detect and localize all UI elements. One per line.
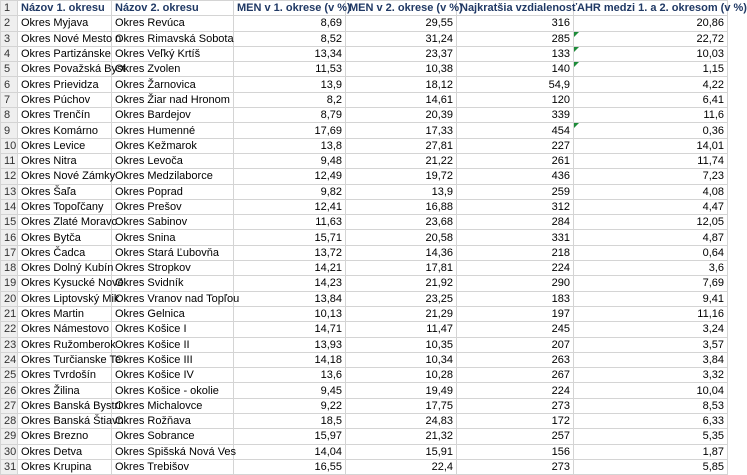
cell-district-1[interactable]: Okres Levice: [18, 138, 112, 153]
cell-men-1[interactable]: 15,71: [234, 230, 346, 245]
cell-men-1[interactable]: 14,23: [234, 276, 346, 291]
table-row: [1, 444, 728, 459]
row-header[interactable]: 2: [1, 16, 18, 31]
table-row: [1, 77, 728, 92]
cell-district-1[interactable]: Okres Krupina: [18, 459, 112, 474]
cell-distance[interactable]: 156: [457, 444, 574, 459]
cell-district-1[interactable]: Okres Námestovo: [18, 322, 112, 337]
table-row: [1, 337, 728, 352]
row-header[interactable]: 22: [1, 322, 18, 337]
table-row: [1, 306, 728, 321]
cell-district-1[interactable]: Okres Prievidza: [18, 77, 112, 92]
cell-distance[interactable]: 207: [457, 337, 574, 352]
cell-district-1[interactable]: Okres Brezno: [18, 429, 112, 444]
row-header[interactable]: 4: [1, 46, 18, 61]
cell-men-1[interactable]: 13,93: [234, 337, 346, 352]
cell-men-2[interactable]: 10,34: [346, 352, 457, 367]
cell-district-1[interactable]: Okres Šaľa: [18, 184, 112, 199]
cell-district-1[interactable]: Okres Dolný Kubín: [18, 261, 112, 276]
cell-distance[interactable]: 436: [457, 169, 574, 184]
cell-men-2[interactable]: 21,32: [346, 429, 457, 444]
column-header-men-1[interactable]: MEN v 1. okrese (v %): [234, 1, 346, 16]
cell-men-2[interactable]: 17,81: [346, 261, 457, 276]
cell-men-1[interactable]: 11,63: [234, 215, 346, 230]
cell-district-1[interactable]: Okres Myjava: [18, 16, 112, 31]
cell-district-2[interactable]: Okres Stropkov: [112, 261, 234, 276]
cell-district-1[interactable]: Okres Kysucké Nové: [18, 276, 112, 291]
cell-men-1[interactable]: 12,49: [234, 169, 346, 184]
row-header[interactable]: 21: [1, 306, 18, 321]
cell-men-2[interactable]: 10,38: [346, 62, 457, 77]
table-row: [1, 184, 728, 199]
cell-district-1[interactable]: Okres Ružomberok: [18, 337, 112, 352]
cell-men-1[interactable]: 13,9: [234, 77, 346, 92]
column-header-district-2[interactable]: Názov 2. okresu: [112, 1, 234, 16]
column-header-district-1[interactable]: Názov 1. okresu: [18, 1, 112, 16]
cell-distance[interactable]: 257: [457, 429, 574, 444]
cell-district-1[interactable]: Okres Partizánske: [18, 46, 112, 61]
table-row: [1, 215, 728, 230]
table-row: [1, 352, 728, 367]
cell-men-1[interactable]: 11,53: [234, 62, 346, 77]
cell-distance[interactable]: 172: [457, 414, 574, 429]
cell-district-2[interactable]: Okres Košice II: [112, 337, 234, 352]
row-header[interactable]: 8: [1, 108, 18, 123]
row-header[interactable]: 9: [1, 123, 18, 138]
cell-men-2[interactable]: 19,72: [346, 169, 457, 184]
table-row: [1, 123, 728, 138]
table-row: [1, 62, 728, 77]
cell-men-1[interactable]: 9,45: [234, 383, 346, 398]
cell-distance[interactable]: 316: [457, 16, 574, 31]
table-row: [1, 414, 728, 429]
cell-district-1[interactable]: Okres Nové Mesto n: [18, 31, 112, 46]
cell-men-1[interactable]: 14,18: [234, 352, 346, 367]
cell-men-1[interactable]: 14,71: [234, 322, 346, 337]
cell-ahr[interactable]: 3,32: [574, 368, 728, 383]
table-row: [1, 31, 728, 46]
row-header[interactable]: 29: [1, 429, 18, 444]
cell-distance[interactable]: 263: [457, 352, 574, 367]
cell-men-2[interactable]: 23,68: [346, 215, 457, 230]
table-row: [1, 245, 728, 260]
cell-ahr[interactable]: 1,15: [574, 62, 728, 77]
cell-men-2[interactable]: 21,92: [346, 276, 457, 291]
table-row: [1, 368, 728, 383]
table-row: [1, 459, 728, 474]
cell-men-2[interactable]: 21,29: [346, 306, 457, 321]
row-header[interactable]: 13: [1, 184, 18, 199]
row-header[interactable]: 25: [1, 368, 18, 383]
cell-district-2[interactable]: Okres Veľký Krtíš: [112, 46, 234, 61]
row-header[interactable]: 12: [1, 169, 18, 184]
cell-district-1[interactable]: Okres Považská Byst: [18, 62, 112, 77]
table-row: [1, 138, 728, 153]
cell-district-2[interactable]: Okres Humenné: [112, 123, 234, 138]
cell-district-2[interactable]: Okres Stará Ľubovňa: [112, 245, 234, 260]
table-row: [1, 291, 728, 306]
cell-district-1[interactable]: Okres Detva: [18, 444, 112, 459]
cell-distance[interactable]: 285: [457, 31, 574, 46]
table-row: [1, 383, 728, 398]
row-header[interactable]: 7: [1, 92, 18, 107]
cell-men-2[interactable]: 15,91: [346, 444, 457, 459]
row-header[interactable]: 11: [1, 153, 18, 168]
cell-ahr[interactable]: 7,23: [574, 169, 728, 184]
cell-distance[interactable]: 259: [457, 184, 574, 199]
table-row: [1, 261, 728, 276]
cell-ahr[interactable]: 0,36: [574, 123, 728, 138]
row-header[interactable]: 16: [1, 230, 18, 245]
cell-district-1[interactable]: Okres Púchov: [18, 92, 112, 107]
table-row: [1, 16, 728, 31]
cell-ahr[interactable]: 4,08: [574, 184, 728, 199]
cell-district-1[interactable]: Okres Banská Štiavn: [18, 414, 112, 429]
row-header[interactable]: 14: [1, 199, 18, 214]
row-header[interactable]: 28: [1, 414, 18, 429]
cell-distance[interactable]: 454: [457, 123, 574, 138]
row-header[interactable]: 30: [1, 444, 18, 459]
cell-district-2[interactable]: Okres Medzilaborce: [112, 169, 234, 184]
cell-men-1[interactable]: 14,21: [234, 261, 346, 276]
row-header[interactable]: 1: [1, 1, 18, 16]
cell-district-2[interactable]: Okres Poprad: [112, 184, 234, 199]
row-header[interactable]: 31: [1, 459, 18, 474]
cell-ahr[interactable]: 11,16: [574, 306, 728, 321]
cell-men-1[interactable]: 8,79: [234, 108, 346, 123]
cell-district-1[interactable]: Okres Trenčín: [18, 108, 112, 123]
cell-district-2[interactable]: Okres Sabinov: [112, 215, 234, 230]
cell-district-2[interactable]: Okres Košice - okolie: [112, 383, 234, 398]
cell-district-2[interactable]: Okres Kežmarok: [112, 138, 234, 153]
cell-ahr[interactable]: 3,6: [574, 261, 728, 276]
cell-district-1[interactable]: Okres Bytča: [18, 230, 112, 245]
row-header[interactable]: 5: [1, 62, 18, 77]
cell-district-1[interactable]: Okres Zlaté Moravc: [18, 215, 112, 230]
row-header[interactable]: 17: [1, 245, 18, 260]
cell-district-2[interactable]: Okres Gelnica: [112, 306, 234, 321]
cell-district-2[interactable]: Okres Košice III: [112, 352, 234, 367]
header-row: [1, 1, 728, 16]
cell-men-1[interactable]: 12,41: [234, 199, 346, 214]
cell-district-2[interactable]: Okres Michalovce: [112, 398, 234, 413]
cell-district-2[interactable]: Okres Vranov nad Topľou: [112, 291, 234, 306]
cell-district-2[interactable]: Okres Snina: [112, 230, 234, 245]
cell-distance[interactable]: 133: [457, 46, 574, 61]
cell-district-1[interactable]: Okres Turčianske Te: [18, 352, 112, 367]
cell-men-2[interactable]: 17,33: [346, 123, 457, 138]
cell-ahr[interactable]: 4,87: [574, 230, 728, 245]
column-header-distance[interactable]: Najkratšia vzdialenosť: [457, 1, 574, 16]
cell-district-2[interactable]: Okres Košice I: [112, 322, 234, 337]
cell-men-2[interactable]: 14,36: [346, 245, 457, 260]
row-header[interactable]: 23: [1, 337, 18, 352]
cell-men-2[interactable]: 27,81: [346, 138, 457, 153]
cell-district-2[interactable]: Okres Rimavská Sobota: [112, 31, 234, 46]
cell-men-1[interactable]: 13,8: [234, 138, 346, 153]
cell-ahr[interactable]: 6,33: [574, 414, 728, 429]
cell-ahr[interactable]: 11,6: [574, 108, 728, 123]
cell-distance[interactable]: 197: [457, 306, 574, 321]
cell-ahr[interactable]: 9,41: [574, 291, 728, 306]
row-header[interactable]: 10: [1, 138, 18, 153]
row-header[interactable]: 18: [1, 261, 18, 276]
cell-men-1[interactable]: 9,82: [234, 184, 346, 199]
cell-men-2[interactable]: 22,4: [346, 459, 457, 474]
cell-distance[interactable]: 273: [457, 459, 574, 474]
cell-distance[interactable]: 120: [457, 92, 574, 107]
cell-ahr[interactable]: 5,35: [574, 429, 728, 444]
cell-district-2[interactable]: Okres Svidník: [112, 276, 234, 291]
cell-distance[interactable]: 267: [457, 368, 574, 383]
row-header[interactable]: 24: [1, 352, 18, 367]
cell-distance[interactable]: 339: [457, 108, 574, 123]
cell-district-2[interactable]: Okres Košice IV: [112, 368, 234, 383]
cell-men-1[interactable]: 16,55: [234, 459, 346, 474]
table-row: [1, 108, 728, 123]
cell-distance[interactable]: 140: [457, 62, 574, 77]
cell-men-2[interactable]: 18,12: [346, 77, 457, 92]
cell-men-1[interactable]: 13,6: [234, 368, 346, 383]
cell-men-1[interactable]: 15,97: [234, 429, 346, 444]
cell-district-2[interactable]: Okres Bardejov: [112, 108, 234, 123]
cell-ahr[interactable]: 12,05: [574, 215, 728, 230]
cell-men-1[interactable]: 8,69: [234, 16, 346, 31]
cell-men-1[interactable]: 13,84: [234, 291, 346, 306]
cell-district-1[interactable]: Okres Martin: [18, 306, 112, 321]
cell-district-1[interactable]: Okres Nové Zámky: [18, 169, 112, 184]
cell-distance[interactable]: 245: [457, 322, 574, 337]
cell-men-2[interactable]: 14,61: [346, 92, 457, 107]
cell-district-2[interactable]: Okres Levoča: [112, 153, 234, 168]
cell-men-1[interactable]: 8,52: [234, 31, 346, 46]
cell-men-1[interactable]: 9,22: [234, 398, 346, 413]
row-header[interactable]: 3: [1, 31, 18, 46]
cell-men-2[interactable]: 10,28: [346, 368, 457, 383]
cell-distance[interactable]: 273: [457, 398, 574, 413]
cell-distance[interactable]: 183: [457, 291, 574, 306]
cell-ahr[interactable]: 1,87: [574, 444, 728, 459]
cell-men-2[interactable]: 10,35: [346, 337, 457, 352]
cell-district-2[interactable]: Okres Sobrance: [112, 429, 234, 444]
cell-men-2[interactable]: 13,9: [346, 184, 457, 199]
table-row: [1, 46, 728, 61]
row-header[interactable]: 15: [1, 215, 18, 230]
cell-men-2[interactable]: 19,49: [346, 383, 457, 398]
cell-district-1[interactable]: Okres Topoľčany: [18, 199, 112, 214]
table-row: [1, 429, 728, 444]
cell-ahr[interactable]: 3,57: [574, 337, 728, 352]
cell-district-2[interactable]: Okres Revúca: [112, 16, 234, 31]
cell-ahr[interactable]: 3,24: [574, 322, 728, 337]
cell-ahr[interactable]: 10,03: [574, 46, 728, 61]
cell-distance[interactable]: 54,9: [457, 77, 574, 92]
row-header[interactable]: 19: [1, 276, 18, 291]
cell-distance[interactable]: 290: [457, 276, 574, 291]
cell-men-2[interactable]: 16,88: [346, 199, 457, 214]
table-row: [1, 169, 728, 184]
cell-ahr[interactable]: 14,01: [574, 138, 728, 153]
cell-men-1[interactable]: 17,69: [234, 123, 346, 138]
cell-ahr[interactable]: 7,69: [574, 276, 728, 291]
cell-district-2[interactable]: Okres Trebišov: [112, 459, 234, 474]
table-row: [1, 398, 728, 413]
cell-ahr[interactable]: 10,04: [574, 383, 728, 398]
cell-district-1[interactable]: Okres Banská Bystri: [18, 398, 112, 413]
cell-men-1[interactable]: 18,5: [234, 414, 346, 429]
cell-ahr[interactable]: 4,47: [574, 199, 728, 214]
cell-distance[interactable]: 227: [457, 138, 574, 153]
cell-ahr[interactable]: 8,53: [574, 398, 728, 413]
cell-district-2[interactable]: Okres Žiar nad Hronom: [112, 92, 234, 107]
cell-district-2[interactable]: Okres Spišská Nová Ves: [112, 444, 234, 459]
cell-men-1[interactable]: 9,48: [234, 153, 346, 168]
cell-men-2[interactable]: 29,55: [346, 16, 457, 31]
cell-district-1[interactable]: Okres Žilina: [18, 383, 112, 398]
cell-ahr[interactable]: 5,85: [574, 459, 728, 474]
cell-distance[interactable]: 224: [457, 261, 574, 276]
cell-men-2[interactable]: 23,37: [346, 46, 457, 61]
cell-ahr[interactable]: 6,41: [574, 92, 728, 107]
table-row: [1, 92, 728, 107]
cell-men-2[interactable]: 31,24: [346, 31, 457, 46]
cell-men-2[interactable]: 17,75: [346, 398, 457, 413]
cell-distance[interactable]: 284: [457, 215, 574, 230]
cell-ahr[interactable]: 4,22: [574, 77, 728, 92]
cell-men-2[interactable]: 24,83: [346, 414, 457, 429]
cell-district-1[interactable]: Okres Komárno: [18, 123, 112, 138]
cell-men-2[interactable]: 20,39: [346, 108, 457, 123]
row-header[interactable]: 20: [1, 291, 18, 306]
cell-district-2[interactable]: Okres Rožňava: [112, 414, 234, 429]
cell-men-2[interactable]: 11,47: [346, 322, 457, 337]
cell-district-1[interactable]: Okres Liptovský Mik: [18, 291, 112, 306]
table-row: [1, 322, 728, 337]
cell-ahr[interactable]: 20,86: [574, 16, 728, 31]
cell-district-1[interactable]: Okres Tvrdošín: [18, 368, 112, 383]
row-header[interactable]: 6: [1, 77, 18, 92]
table-row: [1, 230, 728, 245]
cell-men-1[interactable]: 13,34: [234, 46, 346, 61]
cell-district-1[interactable]: Okres Nitra: [18, 153, 112, 168]
cell-men-1[interactable]: 13,72: [234, 245, 346, 260]
cell-distance[interactable]: 218: [457, 245, 574, 260]
cell-men-2[interactable]: 21,22: [346, 153, 457, 168]
cell-district-2[interactable]: Okres Žarnovica: [112, 77, 234, 92]
table-row: [1, 276, 728, 291]
cell-ahr[interactable]: 11,74: [574, 153, 728, 168]
cell-distance[interactable]: 261: [457, 153, 574, 168]
cell-ahr[interactable]: 22,72: [574, 31, 728, 46]
cell-district-1[interactable]: Okres Čadca: [18, 245, 112, 260]
cell-men-1[interactable]: 10,13: [234, 306, 346, 321]
cell-district-2[interactable]: Okres Prešov: [112, 199, 234, 214]
cell-district-2[interactable]: Okres Zvolen: [112, 62, 234, 77]
row-header[interactable]: 26: [1, 383, 18, 398]
table-row: [1, 153, 728, 168]
row-header[interactable]: 27: [1, 398, 18, 413]
cell-ahr[interactable]: 0,64: [574, 245, 728, 260]
cell-distance[interactable]: 331: [457, 230, 574, 245]
column-header-ahr[interactable]: AHR medzi 1. a 2. okresom (v %): [574, 1, 728, 16]
table-row: [1, 199, 728, 214]
cell-men-2[interactable]: 20,58: [346, 230, 457, 245]
column-header-men-2[interactable]: MEN v 2. okrese (v %): [346, 1, 457, 16]
cell-men-1[interactable]: 14,04: [234, 444, 346, 459]
cell-distance[interactable]: 224: [457, 383, 574, 398]
cell-ahr[interactable]: 3,84: [574, 352, 728, 367]
cell-men-1[interactable]: 8,2: [234, 92, 346, 107]
cell-men-2[interactable]: 23,25: [346, 291, 457, 306]
cell-distance[interactable]: 312: [457, 199, 574, 214]
